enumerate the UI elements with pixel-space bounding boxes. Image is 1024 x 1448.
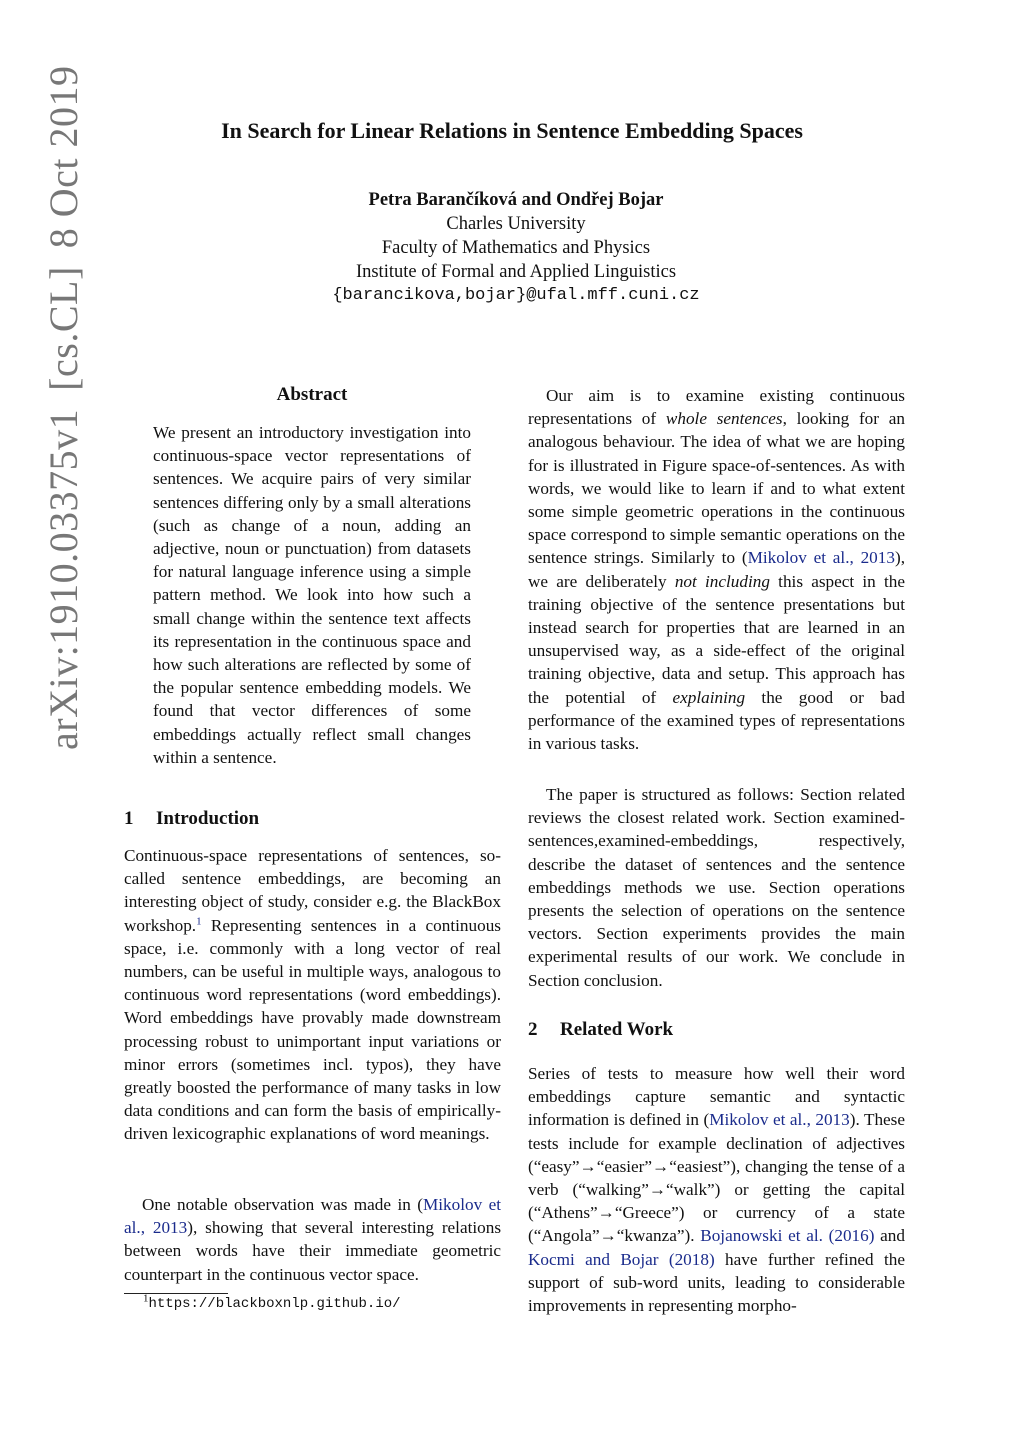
- abstract-heading: Abstract: [276, 384, 348, 405]
- footnote-url[interactable]: https://blackboxnlp.github.io/: [148, 1296, 401, 1312]
- related-text-c: and: [874, 1226, 905, 1246]
- related-text-b: ). These tests include for example declination of adjectives (“easy”→“easier”→“easiest”), changing the tense of a verb (“walking”→“walk”) or getting the capital (“Athens”→“Greece”) or currency of a state (“Angola”→“kwanza”).: [528, 1110, 905, 1246]
- affiliation-institute: Institute of Formal and Applied Linguistics: [355, 262, 677, 282]
- intro-section-title: Introduction: [156, 808, 260, 829]
- related-section-number: 2: [528, 1019, 538, 1040]
- emphasis-whole-sentences: whole sentences: [665, 409, 783, 429]
- citation-link[interactable]: Bojanowski et al. (2016): [700, 1226, 875, 1246]
- right-p1-text-e: the good or bad performance of the examined types of representations in various tasks.: [528, 687, 905, 754]
- paper-title: In Search for Linear Relations in Sentence Embedding Spaces: [221, 118, 803, 143]
- arxiv-id: arXiv:1910.03375v1: [41, 408, 86, 750]
- related-text-a: Series of tests to measure how well their word embeddings capture semantic and syntactic information is defined in (: [528, 1064, 905, 1130]
- citation-link[interactable]: Mikolov et al., 2013: [124, 1195, 501, 1238]
- intro-p2-text-cont: ), showing that several interesting relations between words have their immediate geometric counterpart in the continuous vector space.: [124, 1218, 502, 1284]
- related-paragraph: [528, 1062, 905, 1317]
- intro-paragraph-4: The paper is structured as follows: Section related reviews the closest related work. Section examined-sentences,examined-embeddings, respectively, describe the dataset of sentences and the sentence embeddings methods we use. Section operations presents the selection of operations on the sentence vectors. Section experiments provides the main experimental results of our work. We conclude in Section conclusion.: [528, 785, 905, 990]
- intro-paragraph-2: [124, 1193, 501, 1286]
- intro-paragraph-3: [528, 384, 905, 755]
- footnote-marker[interactable]: 1: [196, 914, 202, 927]
- abstract-text: We present an introductory investigation into continuous-space vector representations of sentences. We acquire pairs of very similar sentences differing only by a small alterations (such as change of a noun, adding an adjective, noun or punctuation) from datasets for natural language inference using a simple pattern method. We look into how such a small change within the sentence text affects its representation in the continuous space and how such alterations are reflected by some of the popular sentence embedding models. We found that vector differences of some embeddings actually reflect small changes within a sentence.: [153, 423, 471, 767]
- emphasis-explaining: explaining: [672, 687, 746, 707]
- arxiv-category: [cs.CL]: [41, 266, 86, 391]
- footnote: [143, 1292, 401, 1312]
- affiliation-faculty: Faculty of Mathematics and Physics: [381, 238, 651, 258]
- right-p1-text-c: ), we are deliberately: [528, 548, 905, 591]
- intro-paragraph-1: [124, 844, 501, 1146]
- author-block: [0, 188, 1024, 308]
- footnote-divider: [124, 1293, 228, 1294]
- footnote-number: 1: [143, 1292, 149, 1305]
- related-heading: [528, 1019, 673, 1041]
- author-names: Petra Barančíková and Ondřej Bojar: [368, 190, 664, 210]
- intro-section-number: 1: [124, 808, 134, 829]
- right-p1-text-d: this aspect in the training objective of the sentence presentations but instead search for properties that are learned in an unsupervised way, as a side-effect of the original training objective, data and setup. This approach has the potential of: [528, 571, 905, 707]
- related-section-title: Related Work: [560, 1019, 674, 1040]
- emphasis-not-including: not including: [674, 571, 770, 591]
- citation-link[interactable]: Mikolov et al., 2013: [709, 1110, 850, 1130]
- citation-link[interactable]: Mikolov et al., 2013: [747, 548, 895, 568]
- intro-p2-text: One notable observation was made in (: [142, 1195, 423, 1214]
- intro-p1-text-cont: Representing sentences in a continuous space, i.e. commonly with a long vector of real numbers, can be useful in multiple ways, analogous to continuous word representations (word embeddings). Word embeddings have provably made downstream processing robust to unimportant input variations or minor errors (sometimes incl. typos), they have greatly boosted the performance of many tasks in low data conditions and can form the basis of empirically-driven lexicographic explanations of word meanings.: [124, 915, 501, 1144]
- citation-link[interactable]: Kocmi and Bojar (2018): [528, 1249, 715, 1269]
- intro-heading: [124, 808, 259, 830]
- author-email: {barancikova,bojar}@ufal.mff.cuni.cz: [332, 286, 700, 305]
- arxiv-stamp: [40, 47, 87, 750]
- arxiv-date: 8 Oct 2019: [41, 65, 86, 249]
- right-p1-text-b: , looking for an analogous behaviour. The idea of what we are hoping for is illustrated in Figure space-of-sentences. As with words, we would like to learn if and to what extent some simple geometric operations in the continuous space correspond to simple semantic operations on the sentence strings. Similarly to (: [528, 409, 905, 568]
- affiliation-university: Charles University: [446, 214, 586, 234]
- right-p1-text: Our aim is to examine existing continuous representations of: [528, 386, 905, 429]
- intro-p1-text: Continuous-space representations of sentences, so-called sentence embeddings, are becoming an interesting object of study, consider e.g. the BlackBox workshop.: [124, 846, 501, 935]
- related-text-d: have further refined the support of sub-word units, leading to considerable improvements in representing morpho-: [528, 1249, 905, 1316]
